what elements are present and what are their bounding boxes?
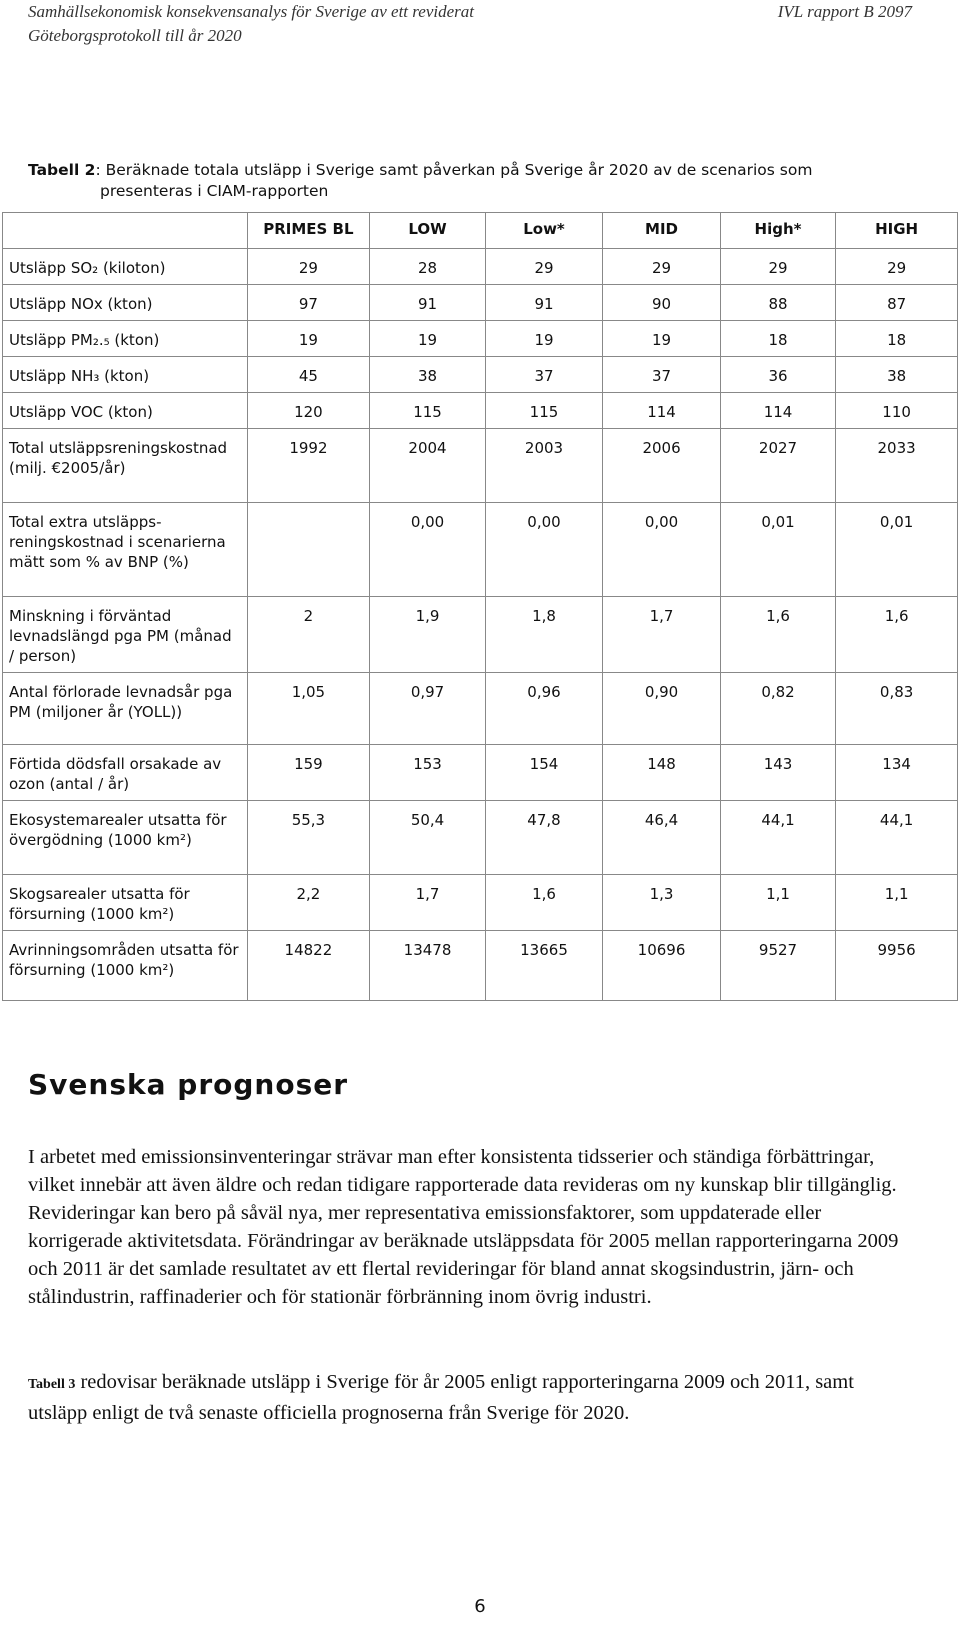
- table-cell: 46,4: [603, 801, 721, 875]
- table-row: [3, 597, 958, 673]
- table-cell: 45: [247, 357, 370, 393]
- table-row: [3, 429, 958, 503]
- table-cell: 1,3: [603, 875, 721, 931]
- table-cell: 114: [720, 393, 835, 429]
- body-paragraph-1: I arbetet med emissionsinventeringar strävar man efter konsistenta tidsserier och ständiga förbättringar, vilket innebär att även äldre och redan tidigare rapporterade data revideras om ny kunskap blir tillgänglig. Revideringar kan bero på såväl nya, mer representativa emissionsfaktorer, som uppdaterade eller korrigerade aktivitetsdata. Förändringar av beräknade utsläppsdata för 2005 mellan rapporteringarna 2009 och 2011 är det samlade resultatet av ett flertal revideringar för bland annat skogsindustrin, järn- och stålindustrin, raffinaderier och för stationär förbränning inom övrig industri.: [28, 1146, 899, 1308]
- row-label: Avrinningsområden utsatta för försurning (1000 km²): [3, 931, 248, 1001]
- table-cell: 44,1: [720, 801, 835, 875]
- table-cell: 14822: [247, 931, 370, 1001]
- table-cell: 90: [603, 285, 721, 321]
- table-cell: 50,4: [370, 801, 485, 875]
- header-line-2: Göteborgsprotokoll till år 2020: [28, 26, 242, 45]
- table-cell: [247, 503, 370, 597]
- table-cell: 114: [603, 393, 721, 429]
- table-cell: 2033: [836, 429, 958, 503]
- table-cell: 0,01: [720, 503, 835, 597]
- table-cell: 19: [603, 321, 721, 357]
- table-row: [3, 285, 958, 321]
- table-cell: 1,6: [720, 597, 835, 673]
- table-cell: 13665: [485, 931, 603, 1001]
- caption-text-2: presenteras i CIAM-rapporten: [100, 182, 329, 200]
- table-cell: 2003: [485, 429, 603, 503]
- caption-label: Tabell 2: [28, 161, 96, 179]
- row-label: Utsläpp NH₃ (kton): [3, 357, 248, 393]
- table-cell: 0,97: [370, 673, 485, 745]
- table-cell: 2: [247, 597, 370, 673]
- table-cell: 87: [836, 285, 958, 321]
- page-number: 6: [474, 1596, 486, 1617]
- table-reference: Tabell 3: [28, 1377, 76, 1392]
- section-heading: Svenska prognoser: [28, 1068, 349, 1101]
- table-cell: 1,05: [247, 673, 370, 745]
- table-cell: 88: [720, 285, 835, 321]
- table-cell: 29: [836, 249, 958, 285]
- table-cell: 0,96: [485, 673, 603, 745]
- table-cell: 143: [720, 745, 835, 801]
- table-cell: 97: [247, 285, 370, 321]
- table-cell: 37: [603, 357, 721, 393]
- table-cell: 38: [836, 357, 958, 393]
- row-label: Skogsarealer utsatta för försurning (1000 km²): [3, 875, 248, 931]
- table-row: [3, 931, 958, 1001]
- caption-text-1: : Beräknade totala utsläpp i Sverige samt påverkan på Sverige år 2020 av de scenarios som: [95, 161, 813, 179]
- table-row: [3, 875, 958, 931]
- table-cell: 29: [603, 249, 721, 285]
- table-cell: 154: [485, 745, 603, 801]
- table-cell: 0,01: [836, 503, 958, 597]
- table-cell: 13478: [370, 931, 485, 1001]
- column-header: PRIMES BL: [247, 213, 370, 249]
- table-cell: 18: [836, 321, 958, 357]
- table-cell: 37: [485, 357, 603, 393]
- table-cell: 1,6: [836, 597, 958, 673]
- column-header: HIGH: [836, 213, 958, 249]
- running-header-report: IVL rapport B 2097: [777, 2, 912, 21]
- table-header-row: [3, 213, 958, 249]
- table-row: [3, 745, 958, 801]
- table-cell: 1992: [247, 429, 370, 503]
- table-caption: [28, 160, 908, 202]
- table-cell: 2,2: [247, 875, 370, 931]
- row-label: Utsläpp VOC (kton): [3, 393, 248, 429]
- table-cell: 38: [370, 357, 485, 393]
- table-cell: 2004: [370, 429, 485, 503]
- table-row: [3, 673, 958, 745]
- row-label: Ekosystemarealer utsatta för övergödning (1000 km²): [3, 801, 248, 875]
- table-row: [3, 393, 958, 429]
- table-cell: 19: [247, 321, 370, 357]
- running-header-title: [28, 0, 474, 48]
- table-row: [3, 357, 958, 393]
- table-cell: 159: [247, 745, 370, 801]
- table-cell: 29: [720, 249, 835, 285]
- table-cell: 9527: [720, 931, 835, 1001]
- table-cell: 19: [485, 321, 603, 357]
- table-cell: 0,82: [720, 673, 835, 745]
- table-cell: 29: [485, 249, 603, 285]
- row-label: Total extra utsläpps-reningskostnad i scenarierna mätt som % av BNP (%): [3, 503, 248, 597]
- row-label: Utsläpp PM₂.₅ (kton): [3, 321, 248, 357]
- table-cell: 134: [836, 745, 958, 801]
- emissions-table: [2, 212, 958, 1001]
- table-cell: 91: [370, 285, 485, 321]
- table-cell: 153: [370, 745, 485, 801]
- row-label: Förtida dödsfall orsakade av ozon (antal / år): [3, 745, 248, 801]
- table-cell: 55,3: [247, 801, 370, 875]
- table-cell: 1,8: [485, 597, 603, 673]
- header-line-1: Samhällsekonomisk konsekvensanalys för Sverige av ett reviderat: [28, 2, 474, 21]
- table-cell: 0,00: [603, 503, 721, 597]
- table-cell: 148: [603, 745, 721, 801]
- table-cell: 0,90: [603, 673, 721, 745]
- table-cell: 1,7: [603, 597, 721, 673]
- paragraph-2-text: redovisar beräknade utsläpp i Sverige för år 2005 enligt rapporteringarna 2009 och 2011, samt utsläpp enligt de två senaste officiella prognoserna från Sverige för 2020.: [28, 1371, 854, 1424]
- row-label: Minskning i förväntad levnadslängd pga PM (månad / person): [3, 597, 248, 673]
- table-cell: 29: [247, 249, 370, 285]
- table-cell: 44,1: [836, 801, 958, 875]
- table-cell: 10696: [603, 931, 721, 1001]
- table-row: [3, 249, 958, 285]
- table-cell: 47,8: [485, 801, 603, 875]
- table-row: [3, 321, 958, 357]
- table-cell: 1,9: [370, 597, 485, 673]
- body-paragraph-2: [28, 1368, 908, 1427]
- row-label: Total utsläppsreningskostnad (milj. €2005/år): [3, 429, 248, 503]
- table-cell: 2027: [720, 429, 835, 503]
- table-cell: 110: [836, 393, 958, 429]
- table-cell: 1,1: [836, 875, 958, 931]
- table-cell: 1,6: [485, 875, 603, 931]
- table-cell: 91: [485, 285, 603, 321]
- table-cell: 1,7: [370, 875, 485, 931]
- table-row: [3, 503, 958, 597]
- row-label: Utsläpp NOx (kton): [3, 285, 248, 321]
- table-cell: 19: [370, 321, 485, 357]
- table-cell: 0,83: [836, 673, 958, 745]
- column-header: MID: [603, 213, 721, 249]
- table-cell: 1,1: [720, 875, 835, 931]
- column-header: Low*: [485, 213, 603, 249]
- table-cell: 28: [370, 249, 485, 285]
- column-header: LOW: [370, 213, 485, 249]
- table-cell: 9956: [836, 931, 958, 1001]
- table-cell: 36: [720, 357, 835, 393]
- table-cell: 115: [370, 393, 485, 429]
- table-row: [3, 801, 958, 875]
- row-label: Antal förlorade levnadsår pga PM (miljoner år (YOLL)): [3, 673, 248, 745]
- table-cell: 115: [485, 393, 603, 429]
- table-cell: 0,00: [485, 503, 603, 597]
- row-label: Utsläpp SO₂ (kiloton): [3, 249, 248, 285]
- header-empty: [3, 213, 248, 249]
- table-cell: 0,00: [370, 503, 485, 597]
- table-cell: 120: [247, 393, 370, 429]
- table-cell: 2006: [603, 429, 721, 503]
- table-cell: 18: [720, 321, 835, 357]
- column-header: High*: [720, 213, 835, 249]
